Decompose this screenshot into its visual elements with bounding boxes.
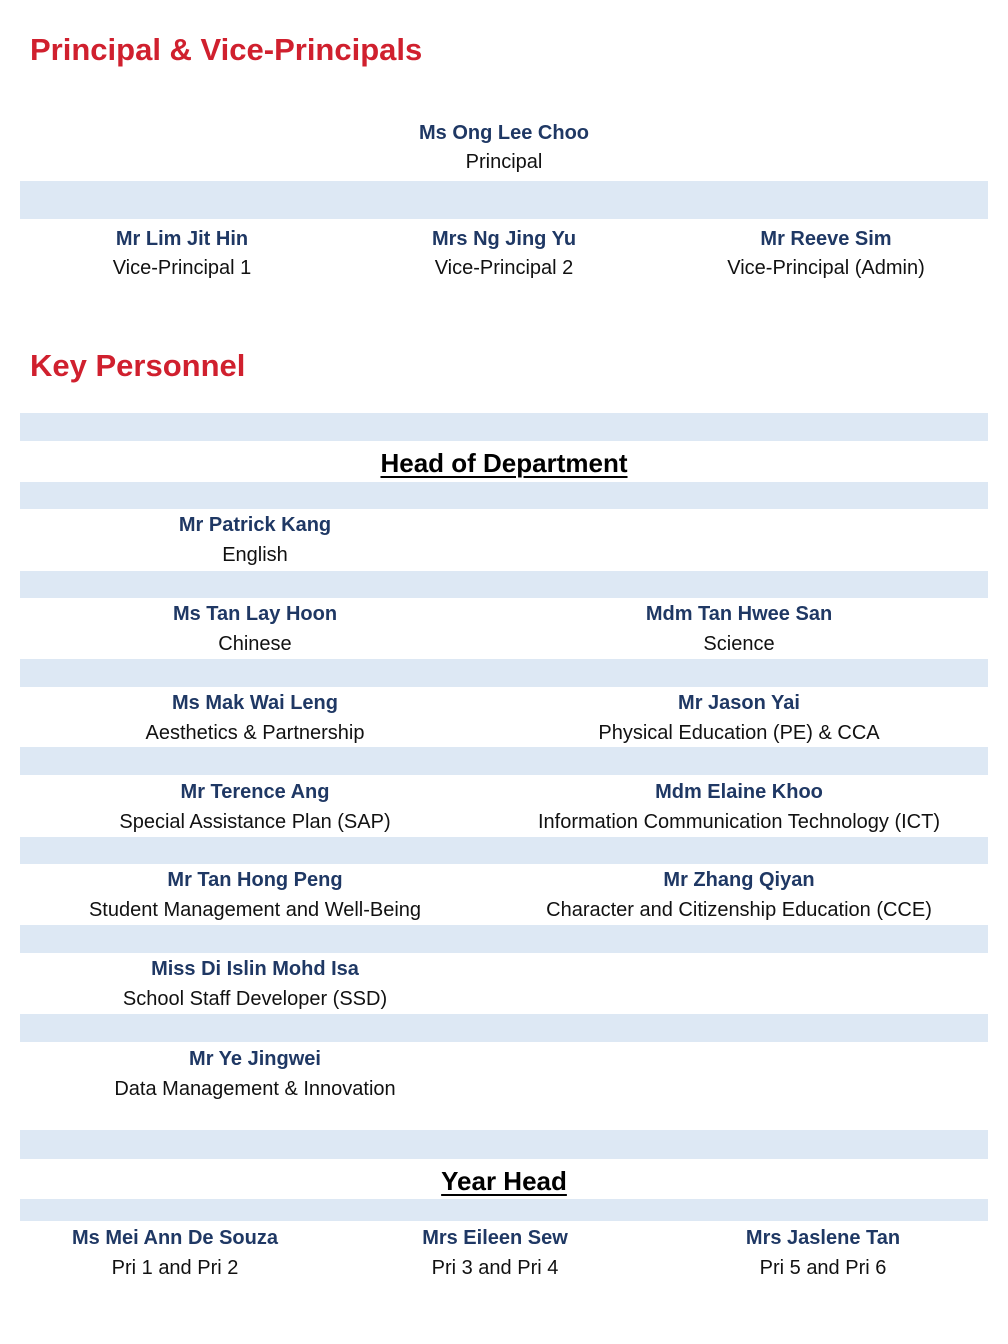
vp-card (113, 227, 252, 280)
person-role: Information Communication Technology (ICT) (537, 811, 941, 833)
person-name: Mdm Elaine Khoo (655, 781, 823, 803)
person-name: Mr Terence Ang (180, 781, 330, 803)
subsection-title-year-head (0, 1165, 1008, 1197)
person-role: Special Assistance Plan (SAP) (119, 811, 391, 833)
person-role: School Staff Developer (SSD) (122, 988, 388, 1010)
person-name: Miss Di Islin Mohd Isa (151, 958, 359, 980)
person-role: Physical Education (PE) & CCA (598, 722, 880, 744)
year-head-card (422, 1226, 568, 1280)
year-head-card (746, 1226, 900, 1280)
person-name: Ms Ong Lee Choo (419, 122, 589, 144)
subsection-title-hod (0, 447, 1008, 479)
divider-band (20, 181, 988, 219)
year-head-card (72, 1226, 278, 1280)
person-name: Mr Patrick Kang (178, 514, 332, 536)
person-name: Mr Lim Jit Hin (115, 228, 249, 250)
section-title-key-personnel: Key Personnel (30, 348, 246, 383)
divider-band (20, 837, 988, 864)
hod-title-text: Head of Department (380, 448, 628, 478)
person-role: Principal (465, 151, 543, 173)
divider-band (20, 747, 988, 775)
divider-band (20, 413, 988, 441)
hod-card (119, 780, 390, 834)
person-name: Mrs Ng Jing Yu (431, 228, 577, 250)
person-name: Ms Mei Ann De Souza (72, 1227, 278, 1249)
person-role: Vice-Principal (Admin) (727, 257, 925, 279)
person-role: Vice-Principal 1 (112, 257, 252, 279)
section-title-principals: Principal & Vice-Principals (30, 32, 423, 67)
person-name: Ms Mak Wai Leng (172, 692, 338, 714)
hod-card (114, 1047, 395, 1101)
person-role: Data Management & Innovation (114, 1078, 396, 1100)
person-name: Mr Jason Yai (678, 692, 800, 714)
person-role: Pri 1 and Pri 2 (111, 1257, 239, 1279)
divider-band (20, 925, 988, 953)
person-role: English (222, 544, 288, 566)
person-role: Science (703, 633, 775, 655)
person-name: Mr Zhang Qiyan (663, 869, 815, 891)
person-name: Mr Ye Jingwei (189, 1048, 321, 1070)
hod-card (173, 602, 337, 656)
hod-card (146, 691, 365, 745)
principal-card (419, 121, 589, 174)
hod-card (646, 602, 832, 656)
person-name: Mr Tan Hong Peng (167, 869, 343, 891)
divider-band (20, 1199, 988, 1221)
year-head-title-text: Year Head (441, 1166, 567, 1196)
hod-card (598, 691, 879, 745)
divider-band (20, 482, 988, 509)
divider-band (20, 1130, 988, 1159)
hod-card (123, 957, 387, 1011)
person-name: Mrs Jaslene Tan (745, 1227, 901, 1249)
person-name: Ms Tan Lay Hoon (172, 603, 338, 625)
person-role: Chinese (218, 633, 292, 655)
divider-band (20, 571, 988, 598)
vp-card (432, 227, 576, 280)
person-role: Pri 5 and Pri 6 (759, 1257, 887, 1279)
hod-card (538, 780, 940, 834)
vp-card (727, 227, 924, 280)
person-name: Mr Reeve Sim (760, 228, 892, 250)
person-role: Character and Citizenship Education (CCE) (546, 899, 932, 921)
person-name: Mrs Eileen Sew (422, 1227, 568, 1249)
divider-band (20, 659, 988, 687)
person-role: Pri 3 and Pri 4 (431, 1257, 559, 1279)
hod-card (89, 868, 421, 922)
divider-band (20, 1014, 988, 1042)
person-role: Aesthetics & Partnership (145, 722, 365, 744)
person-role: Vice-Principal 2 (434, 257, 574, 279)
person-role: Student Management and Well-Being (88, 899, 422, 921)
person-name: Mdm Tan Hwee San (645, 603, 833, 625)
hod-card (546, 868, 932, 922)
hod-card (179, 513, 331, 567)
